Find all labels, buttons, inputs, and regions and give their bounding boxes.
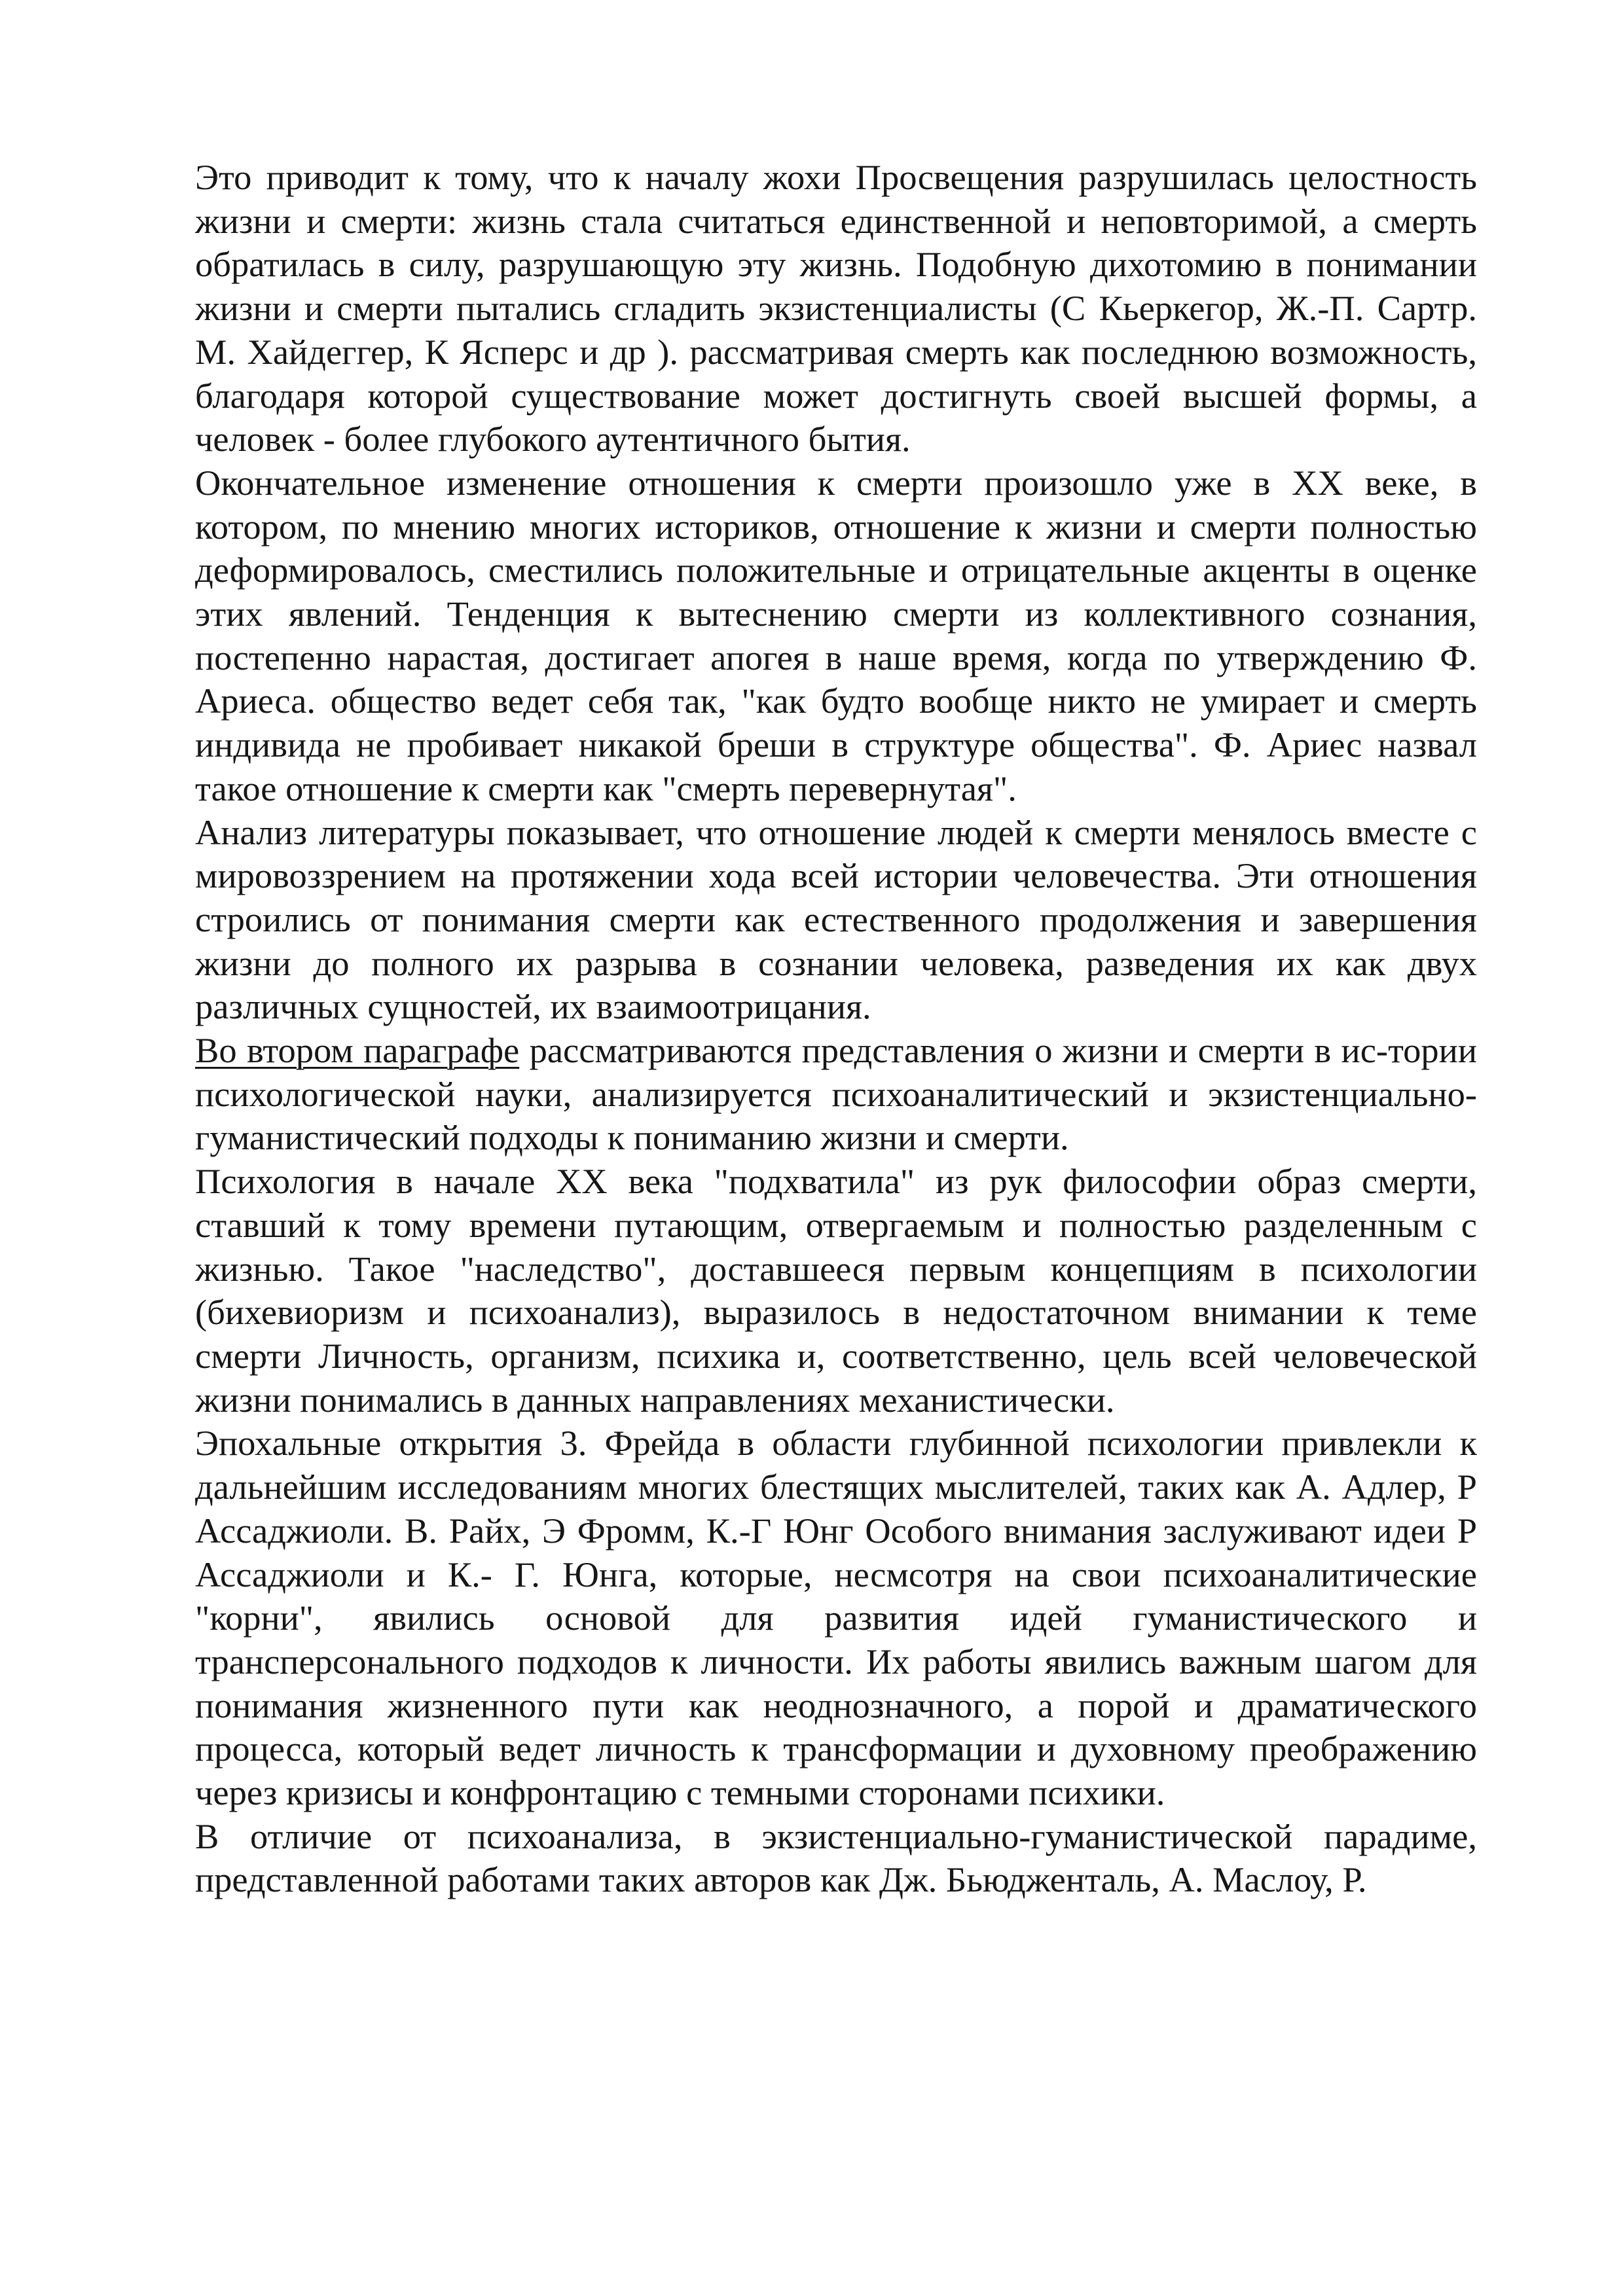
paragraph-4-text: рассматриваются представления о жизни и смерти в ис-тории психологической науки, анализируется психоаналитический и экзистенциально-гуманистический подходы к пониманию жизни и смерти. bbox=[195, 1030, 1477, 1158]
paragraph-1: Это приводит к тому, что к началу жохи Просвещения разрушилась целостность жизни и смерти: жизнь стала считаться единственной и неповторимой, а смерть обратилась в силу, разрушающую эту жизнь. Подобную дихотомию в понимании жизни и смерти пытались сгладить экзистенциалисты (С Кьеркегор, Ж.-П. Сартр. М. Хайдеггер, К Ясперс и др ). рассматривая смерть как последнюю возможность, благодаря которой существование может достигнуть своей высшей формы, а человек - более глубокого аутентичного бытия. bbox=[195, 157, 1477, 459]
paragraph-3: Анализ литературы показывает, что отношение людей к смерти менялось вместе с мировоззрением на протяжении хода всей истории человечества. Эти отношения строились от понимания смерти как естественного продолжения и завершения жизни до полного их разрыва в сознании человека, разведения их как двух различных сущностей, их взаимоотрицания. bbox=[195, 812, 1477, 1027]
paragraph-4-underlined-lead: Во втором параграфе bbox=[195, 1030, 520, 1071]
paragraph-5: Психология в начале XX века "подхватила" из рук философии образ смерти, ставший к тому времени путающим, отвергаемым и полностью разделенным с жизнью. Такое "наследство", доставшееся первым концепциям в психологии (бихевиоризм и психоанализ), выразилось в недостаточном внимании к теме смерти Личность, организм, психика и, соответственно, цель всей человеческой жизни понимались в данных направлениях механистически. bbox=[195, 1161, 1477, 1420]
paragraph-2: Окончательное изменение отношения к смерти произошло уже в XX веке, в котором, по мнению многих историков, отношение к жизни и смерти полностью деформировалось, сместились положительные и отрицательные акценты в оценке этих явлений. Тенденция к вытеснению смерти из коллективного сознания, постепенно нарастая, достигает апогея в наше время, когда по утверждению Ф. Ариеса. общество ведет себя так, "как будто вообще никто не умирает и смерть индивида не пробивает никакой бреши в структуре общества". Ф. Ариес назвал такое отношение к смерти как "смерть перевернутая". bbox=[195, 462, 1477, 808]
paragraph-6: Эпохальные открытия 3. Фрейда в области глубинной психологии привлекли к дальнейшим исследованиям многих блестящих мыслителей, таких как А. Адлер, Р Ассаджиоли. В. Райх, Э Фромм, К.-Г Юнг Особого внимания заслуживают идеи Р Ассаджиоли и К.- Г. Юнга, которые, несмсотря на свои психоаналитические "корни", явились основой для развития идей гуманистического и трансперсонального подходов к личности. Их работы явились важным шагом для понимания жизненного пути как неоднозначного, а порой и драматического процесса, который ведет личность к трансформации и духовному преображению через кризисы и конфронтацию с темными сторонами психики. bbox=[195, 1423, 1477, 1813]
paragraph-4 bbox=[195, 1029, 1477, 1160]
paragraph-7: В отличие от психоанализа, в экзистенциально-гуманистической парадиме, представленной работами таких авторов как Дж. Бьюдженталь, А. Маслоу, Р. bbox=[195, 1816, 1477, 1900]
document-body bbox=[195, 156, 1477, 1902]
